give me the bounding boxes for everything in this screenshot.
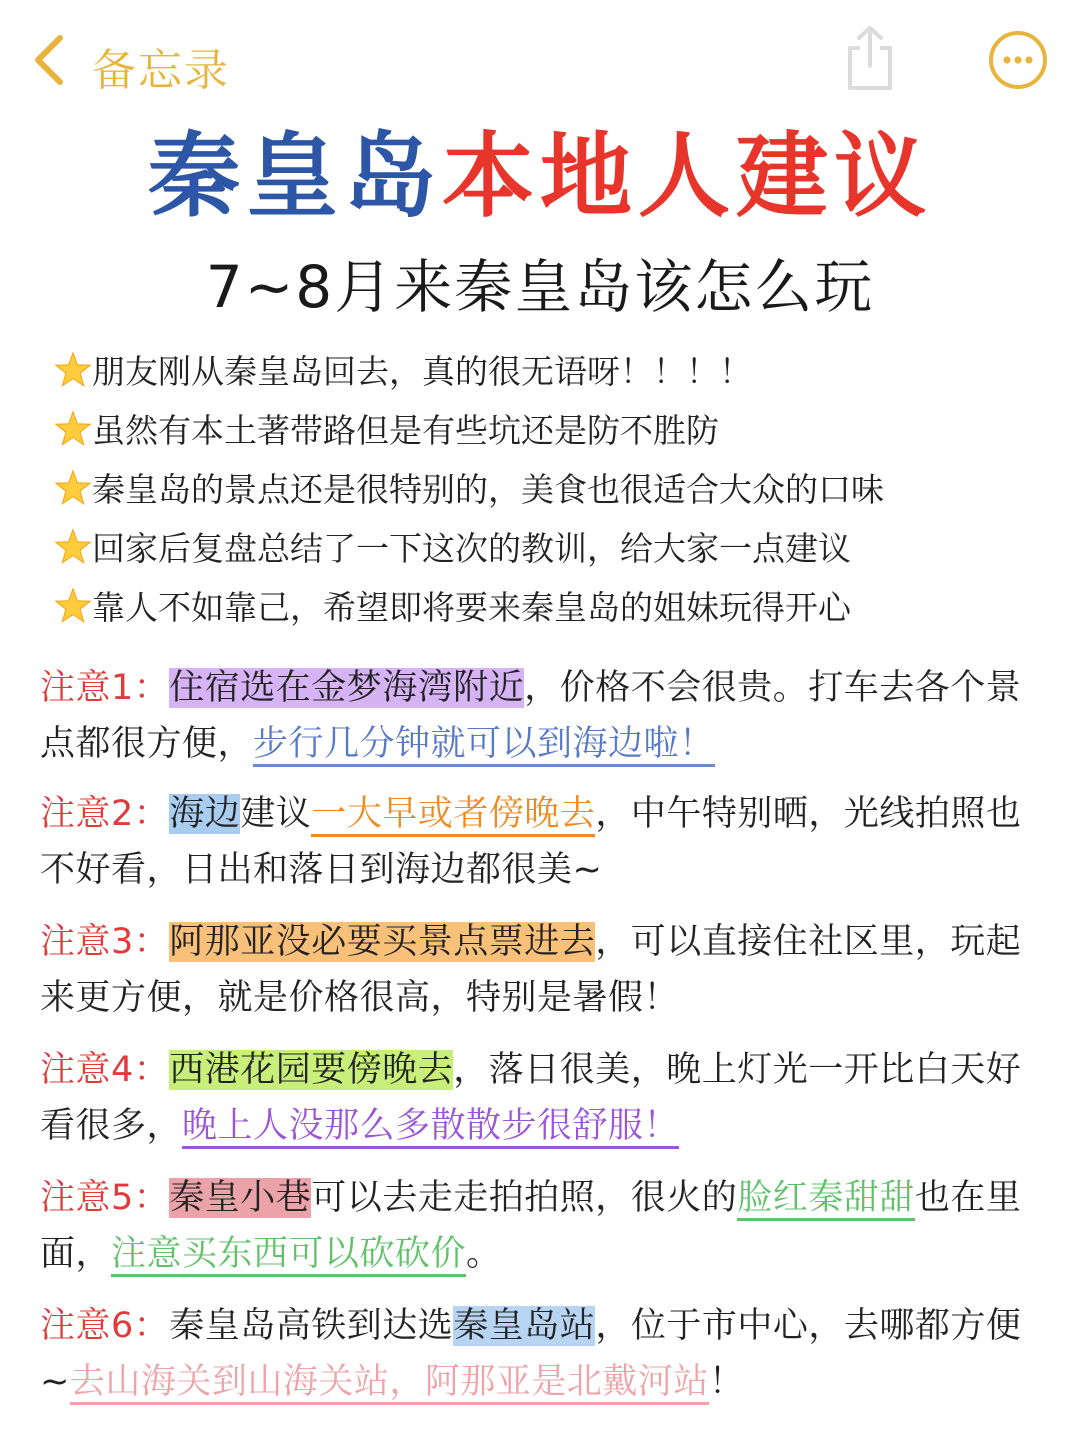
note-highlight: 西港花园要傍晚去 — [169, 1050, 454, 1090]
title-location: 秦皇岛 — [147, 123, 442, 230]
nav-bar — [0, 0, 1080, 120]
star-icon — [54, 587, 92, 625]
note-text: 。 — [466, 1234, 502, 1274]
back-label[interactable]: 备忘录 — [92, 45, 230, 96]
star-icon — [54, 528, 92, 566]
note-text: ，价格不会很贵。打车去各个景点都很方便， — [40, 668, 1022, 764]
note-text: ，落日很美，晚上灯光一开比白天好看很多， — [40, 1050, 1022, 1146]
note-1 — [40, 660, 1040, 772]
intro-item — [54, 458, 1054, 517]
star-icon — [54, 410, 92, 448]
intro-text: 秦皇岛的景点还是很特别的，美食也很适合大众的口味 — [92, 470, 884, 509]
note-label: 注意4： — [40, 1050, 170, 1090]
more-icon[interactable] — [988, 30, 1048, 90]
note-label: 注意1： — [40, 668, 170, 708]
note-label: 注意5： — [40, 1178, 170, 1218]
star-icon — [54, 469, 92, 507]
note-4 — [40, 1042, 1040, 1154]
intro-item — [54, 576, 1054, 635]
note-underline: 一大早或者傍晚去 — [311, 794, 595, 837]
share-icon[interactable] — [842, 24, 898, 92]
intro-text: 朋友刚从秦皇岛回去，真的很无语呀！！！！ — [92, 352, 752, 391]
note-label: 注意3： — [40, 922, 170, 962]
note-2 — [40, 786, 1040, 898]
intro-item — [54, 340, 1054, 399]
page-subtitle: 7~8月来秦皇岛该怎么玩 — [205, 253, 875, 321]
note-highlight: 秦皇小巷 — [169, 1178, 312, 1218]
note-underline: 去山海关到山海关站，阿那亚是北戴河站 — [70, 1362, 709, 1405]
note-text: 可以去走走拍拍照，很火的 — [311, 1178, 738, 1218]
note-6 — [40, 1298, 1040, 1410]
note-3 — [40, 914, 1040, 1026]
note-underline: 步行几分钟就可以到海边啦！ — [253, 724, 715, 767]
note-text: ！ — [708, 1362, 745, 1402]
note-highlight: 海边 — [169, 794, 241, 834]
note-highlight: 阿那亚没必要买景点票进去 — [169, 922, 596, 962]
note-text: 秦皇岛高铁到达选 — [169, 1306, 454, 1346]
intro-text: 虽然有本土著带路但是有些坑还是防不胜防 — [92, 411, 719, 450]
intro-item — [54, 517, 1054, 576]
page-title — [0, 122, 1080, 232]
note-text: ，中午特别晒，光线拍照也不好看，日出和落日到海边都很美~ — [40, 794, 1022, 890]
intro-item — [54, 399, 1054, 458]
note-label: 注意6： — [40, 1306, 170, 1346]
note-underline: 注意买东西可以砍砍价 — [111, 1234, 466, 1277]
note-5 — [40, 1170, 1040, 1282]
intro-list — [54, 340, 1054, 635]
note-text: 建议 — [240, 794, 312, 834]
note-underline: 脸红秦甜甜 — [737, 1178, 915, 1221]
star-icon — [54, 351, 92, 389]
intro-text: 回家后复盘总结了一下这次的教训，给大家一点建议 — [92, 529, 851, 568]
note-highlight: 秦皇岛站 — [453, 1306, 596, 1346]
notes-list — [40, 660, 1040, 1426]
note-text: ，可以直接住社区里，玩起来更方便，就是价格很高，特别是暑假！ — [40, 922, 1022, 1018]
note-text: ，位于市中心，去哪都方便~ — [40, 1306, 1022, 1402]
chevron-left-icon[interactable] — [30, 32, 70, 88]
note-underline: 晚上人没那么多散散步很舒服！ — [182, 1106, 679, 1149]
intro-text: 靠人不如靠己，希望即将要来秦皇岛的姐妹玩得开心 — [92, 588, 851, 627]
note-text: 也在里面， — [40, 1178, 1022, 1274]
note-label: 注意2： — [40, 794, 170, 834]
title-topic: 本地人建议 — [442, 123, 933, 230]
note-highlight: 住宿选在金梦海湾附近 — [169, 668, 525, 708]
